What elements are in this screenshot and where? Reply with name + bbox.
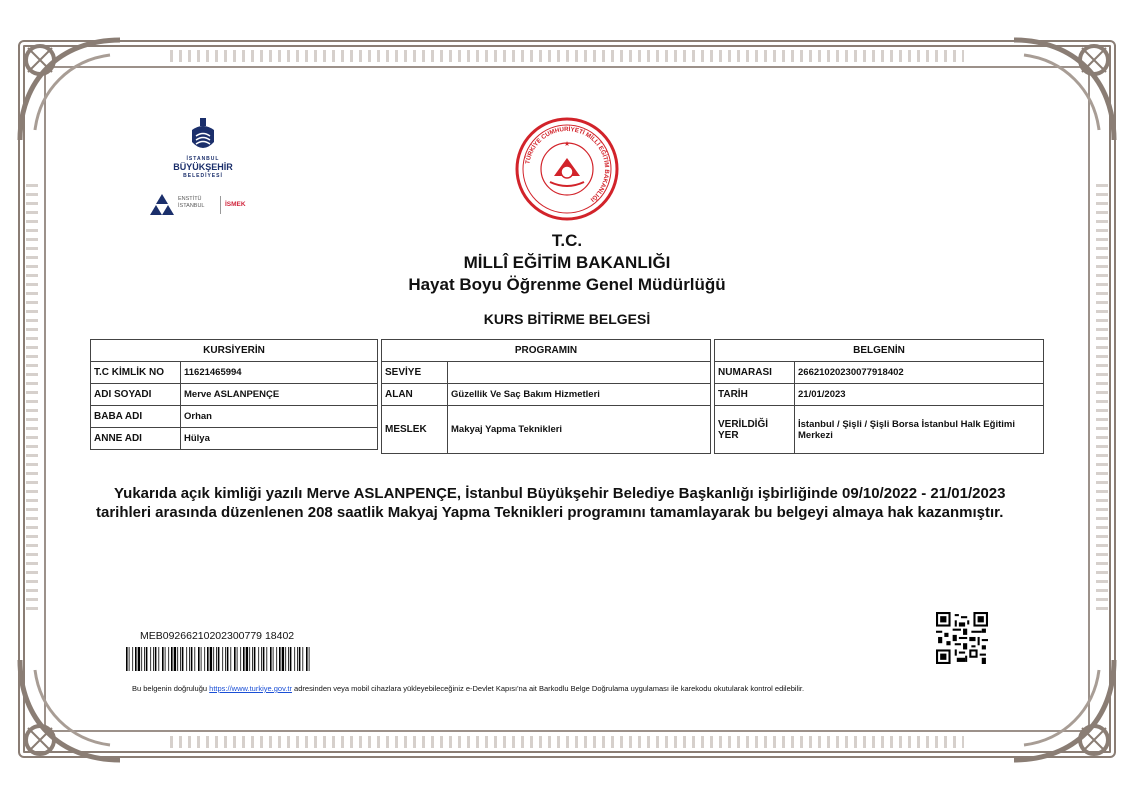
verification-note <box>132 684 804 693</box>
barcode-bar <box>302 647 303 671</box>
ibb-line3: BELEDİYESİ <box>183 173 223 179</box>
title-directorate: Hayat Boyu Öğrenme Genel Müdürlüğü <box>408 275 726 294</box>
ibb-emblem-icon <box>189 116 217 156</box>
barcode-serial: MEB09266210202300779 18402 <box>140 630 295 642</box>
enstitu-istanbul-logo <box>150 194 260 220</box>
ibb-line2: BÜYÜKŞEHİR <box>173 162 233 172</box>
barcode-bar <box>162 647 164 671</box>
barcode-bar <box>189 647 190 671</box>
table-row <box>715 406 1044 454</box>
trainee-label: BABA ADI <box>91 406 181 428</box>
trainee-value: Merve ASLANPENÇE <box>181 384 378 406</box>
barcode-bar <box>153 647 154 671</box>
barcode-bar <box>294 647 295 671</box>
barcode-bar <box>207 647 209 671</box>
barcode-bar <box>279 647 281 671</box>
certificate-table <box>714 339 1044 454</box>
barcode-bar <box>165 647 166 671</box>
barcode-bar <box>261 647 262 671</box>
certificate-value: 26621020230077918402 <box>795 362 1044 384</box>
barcode-bar <box>146 647 148 671</box>
barcode-bar <box>194 647 195 671</box>
barcode-bar <box>282 647 284 671</box>
svg-text:★: ★ <box>563 141 571 148</box>
barcode-bar <box>135 647 137 671</box>
barcode-bar <box>177 647 178 671</box>
table-row <box>91 362 378 384</box>
certificate-value: 21/01/2023 <box>795 384 1044 406</box>
enstitu-label <box>178 196 205 210</box>
table-row <box>91 384 378 406</box>
barcode-bar <box>132 647 133 671</box>
barcode-bar <box>168 647 169 671</box>
barcode-bar <box>252 647 253 671</box>
barcode-bar <box>191 647 193 671</box>
barcode-bar <box>288 647 289 671</box>
barcode-bar <box>290 647 292 671</box>
barcode-bar <box>150 647 151 671</box>
ibb-line1: İSTANBUL <box>186 156 220 162</box>
barcode <box>126 647 310 671</box>
barcode-bar <box>225 647 226 671</box>
barcode-bar <box>155 647 157 671</box>
barcode-bar <box>306 647 308 671</box>
ismek-brand: İSMEK <box>225 201 246 208</box>
enstitu-line2: İSTANBUL <box>178 203 205 209</box>
barcode-bar <box>309 647 310 671</box>
barcode-bar <box>230 647 231 671</box>
trainee-value: 11621465994 <box>181 362 378 384</box>
barcode-bar <box>144 647 145 671</box>
barcode-bar <box>299 647 301 671</box>
barcode-bar <box>276 647 277 671</box>
certificate-statement: Yukarıda açık kimliği yazılı Merve ASLANPENÇE, İstanbul Büyükşehir Belediye Başkanlığı işbirliğinde 09/10/2022 - 21/01/2023 tarihleri arasında düzenlenen 208 saatlik Makyaj Yapma Teknikleri programını tamamlayarak bu belgeyi almaya hak kazanmıştır. <box>96 485 1006 521</box>
barcode-bar <box>126 647 128 671</box>
seal-text: TÜRKİYE CUMHURİYETİ MİLLÎ EĞİTİM BAKANLIĞI <box>524 125 611 204</box>
program-table <box>381 339 711 454</box>
barcode-bar <box>234 647 236 671</box>
corner-ornament-top-left <box>10 30 130 150</box>
program-label: SEVİYE <box>382 362 448 384</box>
barcode-bar <box>254 647 256 671</box>
barcode-bar <box>180 647 181 671</box>
barcode-bar <box>213 647 214 671</box>
certificate-heading: BELGENİN <box>715 340 1044 362</box>
certificate-label: TARİH <box>715 384 795 406</box>
table-row <box>715 362 1044 384</box>
program-value <box>448 362 711 384</box>
enstitu-line1: ENSTİTÜ <box>178 196 202 202</box>
program-value: Makyaj Yapma Teknikleri <box>448 406 711 454</box>
corner-ornament-top-right <box>1004 30 1124 150</box>
barcode-bar <box>218 647 220 671</box>
barcode-bar <box>249 647 250 671</box>
barcode-bar <box>204 647 205 671</box>
barcode-bar <box>198 647 200 671</box>
barcode-bar <box>263 647 265 671</box>
table-row <box>382 406 711 454</box>
trainee-label: T.C KİMLİK NO <box>91 362 181 384</box>
table-row <box>91 428 378 450</box>
table-row <box>91 406 378 428</box>
barcode-bar <box>129 647 130 671</box>
frame-ornament-bottom <box>170 736 964 748</box>
barcode-bar <box>182 647 184 671</box>
barcode-bar <box>246 647 248 671</box>
table-row <box>382 362 711 384</box>
qr-code[interactable] <box>936 612 988 664</box>
table-row <box>715 384 1044 406</box>
barcode-bar <box>186 647 187 671</box>
trainee-table <box>90 339 378 450</box>
verification-suffix: adresinden veya mobil cihazlara yükleyebileceğiniz e-Devlet Kapısı'na ait Barkodlu Belge Doğrulama uygulaması ile karekodu okutularak kontrol edilebilir. <box>291 684 805 693</box>
barcode-bar <box>285 647 286 671</box>
corner-ornament-bottom-right <box>1004 650 1124 770</box>
barcode-bar <box>240 647 241 671</box>
program-label: MESLEK <box>382 406 448 454</box>
title-ministry: MİLLÎ EĞİTİM BAKANLIĞI <box>463 253 671 272</box>
program-heading: PROGRAMIN <box>382 340 711 362</box>
meb-seal <box>514 116 620 222</box>
program-label: ALAN <box>382 384 448 406</box>
barcode-bar <box>243 647 245 671</box>
certificate-label: NUMARASI <box>715 362 795 384</box>
trainee-heading: KURSİYERİN <box>91 340 378 362</box>
barcode-bar <box>222 647 223 671</box>
verification-prefix: Bu belgenin doğruluğu <box>132 684 210 693</box>
program-value: Güzellik Ve Saç Bakım Hizmetleri <box>448 384 711 406</box>
barcode-bar <box>141 647 142 671</box>
barcode-bar <box>237 647 238 671</box>
barcode-bar <box>273 647 274 671</box>
logo-divider <box>220 196 221 214</box>
barcode-bar <box>270 647 272 671</box>
barcode-bar <box>158 647 159 671</box>
trainee-label: ANNE ADI <box>91 428 181 450</box>
trainee-value: Hülya <box>181 428 378 450</box>
barcode-bar <box>174 647 176 671</box>
barcode-bar <box>216 647 217 671</box>
barcode-bar <box>201 647 202 671</box>
barcode-bar <box>258 647 259 671</box>
trainee-label: ADI SOYADI <box>91 384 181 406</box>
title-tc: T.C. <box>551 231 583 250</box>
certificate-label: VERİLDİĞİ YER <box>715 406 795 454</box>
turkiye-gov-link[interactable]: https://www.turkiye.gov.tr <box>209 684 292 693</box>
barcode-bar <box>266 647 267 671</box>
ibb-logo <box>158 116 248 179</box>
barcode-bar <box>227 647 229 671</box>
barcode-bar <box>210 647 212 671</box>
barcode-bar <box>138 647 140 671</box>
trainee-value: Orhan <box>181 406 378 428</box>
barcode-bar <box>297 647 298 671</box>
barcode-bar <box>171 647 173 671</box>
corner-ornament-bottom-left <box>10 650 130 770</box>
frame-ornament-top <box>170 50 964 62</box>
table-row <box>382 384 711 406</box>
document-title: KURS BİTİRME BELGESİ <box>483 311 651 327</box>
ismek-triangles-icon <box>150 194 174 216</box>
certificate-value: İstanbul / Şişli / Şişli Borsa İstanbul Halk Eğitimi Merkezi <box>795 406 1044 454</box>
